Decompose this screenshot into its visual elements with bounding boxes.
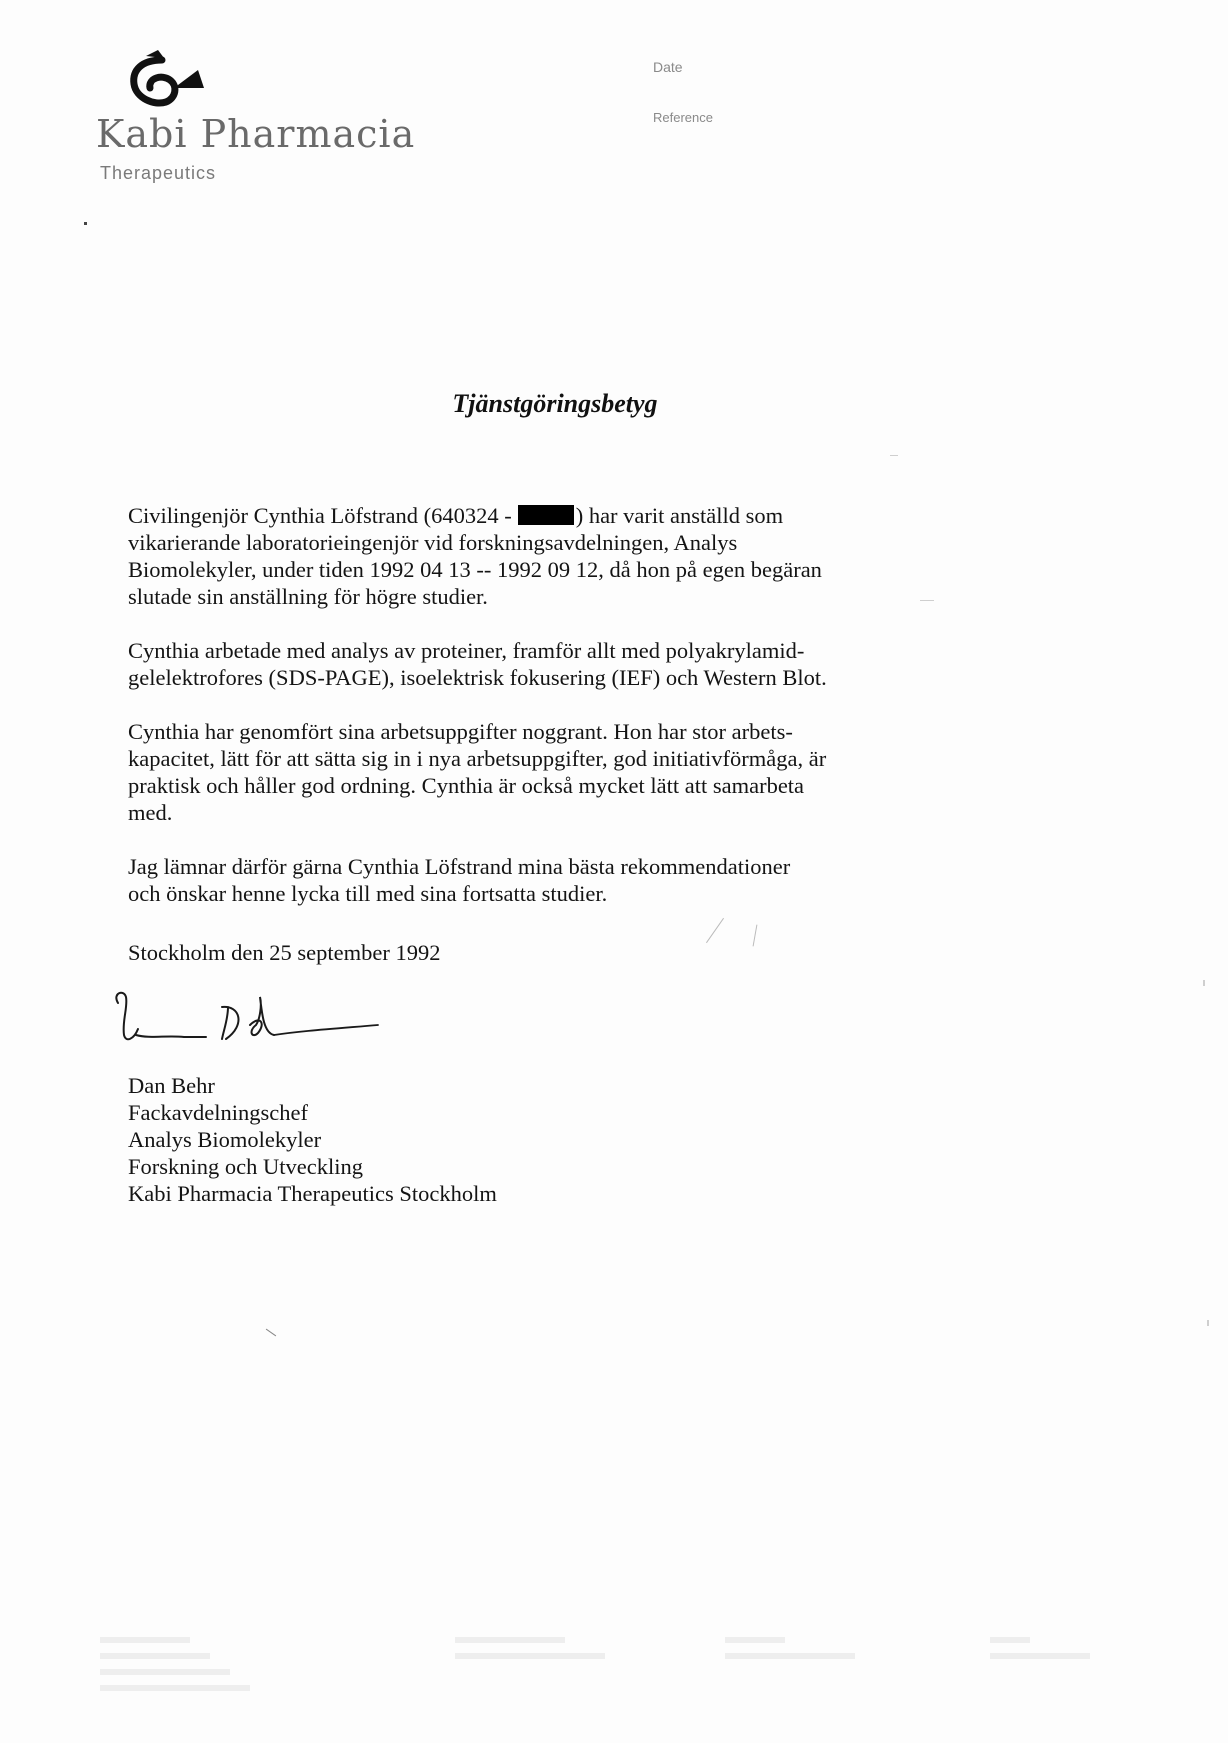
kabi-pharmacia-logo-icon bbox=[124, 48, 220, 112]
paragraph-line bbox=[128, 502, 1048, 529]
footer-column bbox=[100, 1632, 250, 1701]
paragraph-line: slutade sin anställning för högre studier. bbox=[128, 584, 488, 609]
signatory-block bbox=[128, 1072, 497, 1207]
paragraph-line: Jag lämnar därför gärna Cynthia Löfstrand mina bästa rekommendationer bbox=[128, 854, 791, 879]
company-name: Kabi Pharmacia bbox=[96, 112, 416, 156]
place-and-date: Stockholm den 25 september 1992 bbox=[128, 940, 441, 965]
reference-label: Reference bbox=[653, 110, 713, 125]
signatory-name: Dan Behr bbox=[128, 1073, 215, 1098]
paragraph-line: vikarierande laboratorieingenjör vid forskningsavdelningen, Analys bbox=[128, 530, 738, 555]
paragraph-line: Cynthia har genomfört sina arbetsuppgifter noggrant. Hon har stor arbets- bbox=[128, 719, 793, 744]
scan-speck bbox=[890, 455, 898, 456]
letter-body bbox=[128, 502, 1048, 934]
scan-speck bbox=[1207, 1320, 1209, 1326]
signatory-department: Analys Biomolekyler bbox=[128, 1127, 322, 1152]
scan-speck bbox=[84, 222, 87, 225]
footer-column bbox=[455, 1632, 605, 1669]
signatory-division: Forskning och Utveckling bbox=[128, 1154, 363, 1179]
scan-speck bbox=[1203, 980, 1205, 986]
scan-speck bbox=[266, 1329, 276, 1337]
paragraph-tasks bbox=[128, 637, 1048, 691]
paragraph-employment bbox=[128, 502, 1048, 610]
paragraph-line-segment: Civilingenjör Cynthia Löfstrand (640324 - bbox=[128, 503, 512, 528]
paragraph-recommendation bbox=[128, 853, 1048, 907]
paragraph-line: och önskar henne lycka till med sina fortsatta studier. bbox=[128, 881, 608, 906]
paragraph-assessment bbox=[128, 718, 1048, 826]
paragraph-line: Biomolekyler, under tiden 1992 04 13 -- 1992 09 12, då hon på egen begäran bbox=[128, 557, 822, 582]
date-label: Date bbox=[653, 59, 683, 75]
signatory-role: Fackavdelningschef bbox=[128, 1100, 308, 1125]
signatory-company: Kabi Pharmacia Therapeutics Stockholm bbox=[128, 1181, 497, 1206]
paragraph-line: med. bbox=[128, 800, 173, 825]
document-title: Tjänstgöringsbetyg bbox=[452, 389, 658, 418]
handwritten-signature-icon bbox=[110, 985, 390, 1055]
scan-speck bbox=[920, 600, 934, 601]
company-subtitle: Therapeutics bbox=[100, 163, 217, 183]
footer-column bbox=[990, 1632, 1090, 1669]
footer-column bbox=[725, 1632, 855, 1669]
paragraph-line-segment: ) har varit anställd som bbox=[575, 503, 784, 528]
paragraph-line: praktisk och håller god ordning. Cynthia är också mycket lätt att samarbeta bbox=[128, 773, 805, 798]
paragraph-line: gelelektrofores (SDS-PAGE), isoelektrisk fokusering (IEF) och Western Blot. bbox=[128, 665, 827, 690]
paragraph-line: kapacitet, lätt för att sätta sig in i nya arbetsuppgifter, god initiativförmåga, är bbox=[128, 746, 827, 771]
redaction-block bbox=[518, 505, 574, 525]
paragraph-line: Cynthia arbetade med analys av proteiner, framför allt med polyakrylamid- bbox=[128, 638, 805, 663]
